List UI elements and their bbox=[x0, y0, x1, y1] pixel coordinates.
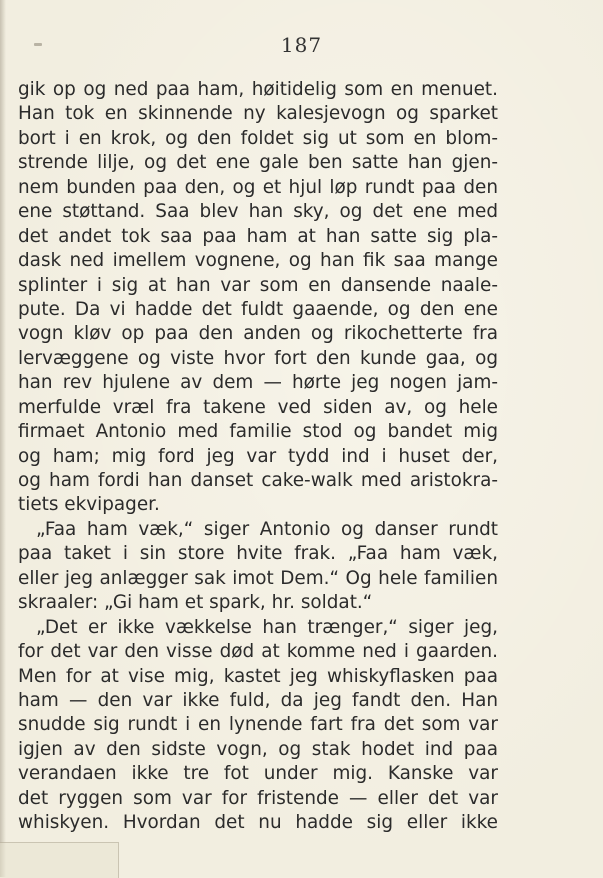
text-line: for det var den visse død at komme ned i gaarden. bbox=[18, 641, 498, 663]
page-edge-shadow bbox=[0, 0, 6, 877]
text-line: „Det er ikke vækkelse han trænger,“ siger jeg, bbox=[36, 616, 498, 638]
body-text bbox=[18, 78, 498, 836]
text-line: verandaen ikke tre fot under mig. Kanske var bbox=[18, 763, 498, 785]
page-number: 187 bbox=[280, 33, 323, 57]
text-line: skraaler: „Gi ham et spark, hr. soldat.“ bbox=[18, 592, 373, 614]
text-line: snudde sig rundt i en lynende fart fra det som var bbox=[18, 714, 498, 736]
text-line: bort i en krok, og den foldet sig ut som en blom- bbox=[18, 127, 498, 149]
text-line: nem bunden paa den, og et hjul løp rundt paa den bbox=[18, 176, 498, 198]
paragraph-3 bbox=[18, 616, 498, 836]
text-line: eller jeg anlægger sak imot Dem.“ Og hele familien bbox=[18, 567, 498, 589]
text-line: whiskyen. Hvordan det nu hadde sig eller ikke bbox=[18, 812, 498, 834]
text-line: vogn kløv op paa den anden og rikochetterte fra bbox=[18, 323, 498, 345]
text-line: Han tok en skinnende ny kalesjevogn og sparket bbox=[18, 103, 498, 125]
text-line: gik op og ned paa ham, høitidelig som en menuet. bbox=[18, 79, 498, 100]
text-line: „Faa ham væk,“ siger Antonio og danser rundt bbox=[36, 518, 498, 540]
text-line: merfulde vræl fra takene ved siden av, og hele bbox=[18, 396, 498, 418]
text-line: det ryggen som var for fristende — eller det var bbox=[18, 787, 498, 809]
text-line: det andet tok saa paa ham at han satte sig pla- bbox=[18, 225, 498, 247]
text-line: dask ned imellem vognene, og han fik saa mange bbox=[18, 250, 498, 272]
text-line: ene støttand. Saa blev han sky, og det ene med bbox=[18, 201, 498, 223]
paragraph-2 bbox=[18, 518, 498, 616]
text-line: og ham; mig ford jeg var tydd ind i huset der, bbox=[18, 445, 498, 467]
text-line: han rev hjulene av dem — hørte jeg nogen jam- bbox=[18, 372, 498, 394]
page-corner-fold bbox=[0, 842, 119, 878]
text-line: splinter i sig at han var som en dansende naale- bbox=[18, 274, 498, 296]
text-line: Men for at vise mig, kastet jeg whiskyflasken paa bbox=[18, 665, 498, 687]
text-line: ham — den var ikke fuld, da jeg fandt den. Han bbox=[18, 689, 498, 711]
text-line: lervæggene og viste hvor fort den kunde gaa, og bbox=[18, 347, 498, 369]
paragraph-1 bbox=[18, 78, 498, 518]
text-line: strende lilje, og det ene gale ben satte han gjen- bbox=[18, 152, 498, 174]
text-line: tiets ekvipager. bbox=[18, 494, 160, 516]
text-line: igjen av den sidste vogn, og stak hodet ind paa bbox=[18, 738, 498, 760]
text-line: pute. Da vi hadde det fuldt gaaende, og den ene bbox=[18, 298, 498, 320]
text-line: og ham fordi han danset cake-walk med aristokra- bbox=[18, 470, 498, 491]
text-line: firmaet Antonio med familie stod og bandet mig bbox=[18, 421, 498, 443]
text-line: paa taket i sin store hvite frak. „Faa ham væk, bbox=[18, 543, 498, 565]
